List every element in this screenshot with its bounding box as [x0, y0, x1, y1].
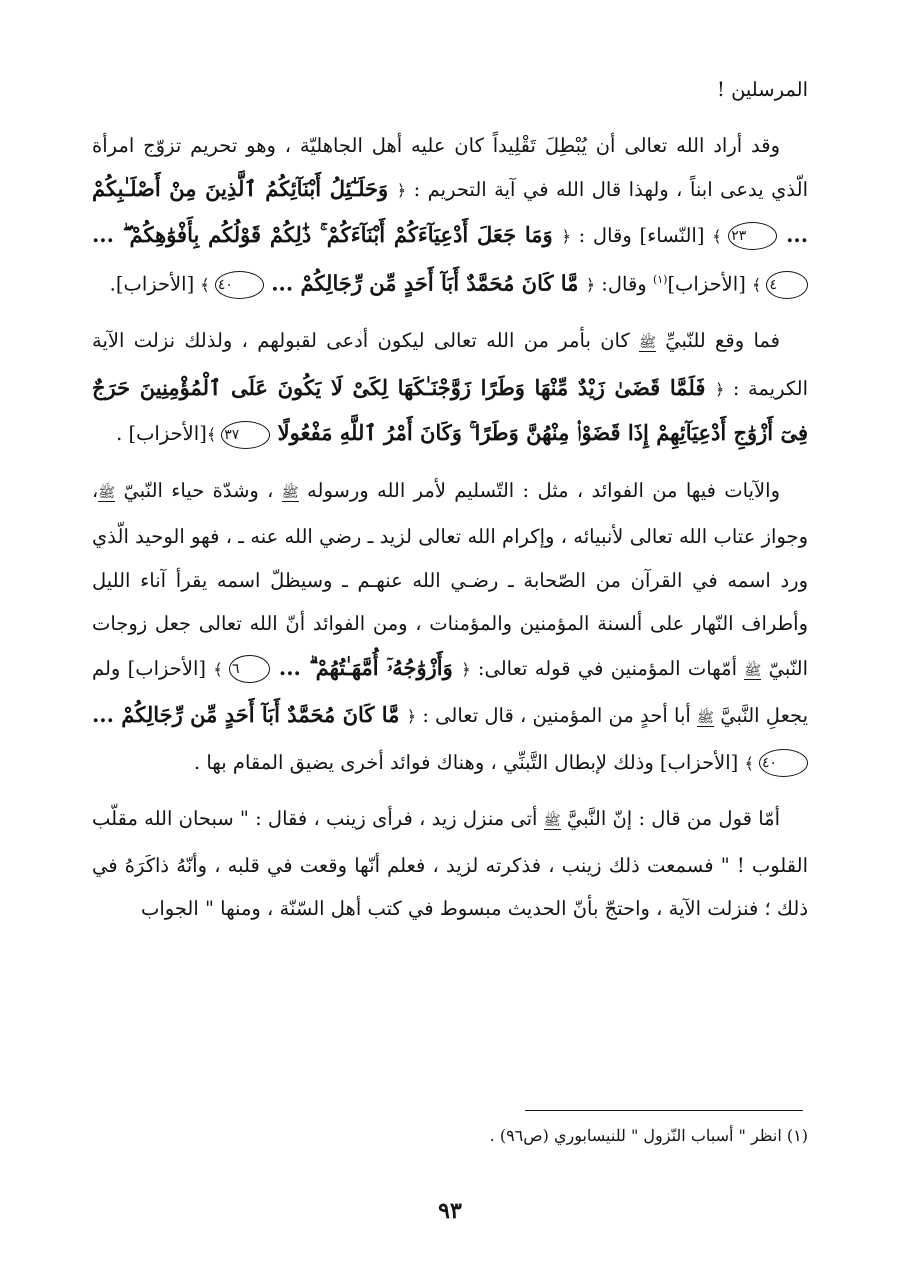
text-run: أمّهات المؤمنين في قوله تعالى: [470, 656, 745, 680]
ayah-number: ٣٧ [221, 421, 270, 449]
text-run: [الأحزاب] . [116, 422, 207, 445]
paragraph [92, 124, 808, 308]
text-run: وقد أراد الله تعالى أن يُبْطِلَ تَقْلِيداً كان عليه أهل الجاهليّة ، وهو تحريم تزوّج امرأة الّذي يدعى ابناً ، ولهذا قال الله في آية التحريم : [92, 133, 808, 201]
text-run: [النّساء] وقال : [570, 223, 713, 247]
paragraph [92, 797, 808, 931]
quran-bracket: ﴾ [744, 753, 759, 773]
ayah-number: ٤٠ [215, 271, 264, 299]
text-run: فما وقع للنّبيِّ [655, 329, 781, 352]
text-run: أمّا قول من قال : إنّ النَّبيَّ [560, 807, 781, 830]
quran-bracket: ﴿ [461, 659, 471, 679]
ayah-number: ٤ [766, 271, 808, 299]
quran-bracket: ﴿ [561, 226, 571, 246]
text-run: [الأحزاب] وذلك لإبطال التَّبنِّي ، وهناك فوائد أخرى يضيق المقام بها . [193, 750, 745, 774]
text-run: والآيات فيها من الفوائد ، مثل : التّسليم لأمر الله ورسوله [298, 478, 780, 502]
footnote: (١) انظر " أسباب النّزول " للنيسابوري (ص٩٦) . [489, 1126, 808, 1145]
quran-bracket: ﴾ [206, 425, 222, 444]
quran-bracket: ﴿ [406, 707, 417, 726]
quran-bracket: ﴾ [213, 659, 229, 679]
quran-verse: فَلَمَّا قَضَىٰ زَيْدٌ مِّنْهَا وَطَرًا زَوَّجْنَـٰكَهَا لِكَىْ لَا يَكُونَ عَلَى ٱلْمُؤْمِنِينَ حَرَجٌ فِىٓ أَزْوَٰجِ أَدْعِيَآئِهِمْ إِذَا قَضَوْا۟ مِنْهُنَّ وَطَرًا ۚ وَكَانَ أَمْرُ ٱللَّهِ مَفْعُولًا [92, 374, 808, 445]
text-run: المرسلين ! [717, 78, 808, 101]
body-text [92, 68, 808, 943]
page-number: ٩٣ [438, 1198, 462, 1224]
salawat-symbol: ﷺ [639, 335, 656, 351]
quran-bracket: ﴾ [752, 275, 767, 295]
text-run: وقال: [595, 272, 653, 296]
text-run: أبا أحدٍ من المؤمنين ، قال تعالى : [416, 704, 698, 727]
ayah-number: ٢٣ [728, 222, 777, 250]
quran-verse: وَمَا جَعَلَ أَدْعِيَآءَكُمْ أَبْنَآءَكُمْ ۚ ذَٰلِكُمْ قَوْلُكُم بِأَفْوَٰهِكُمْ ۖ ... [92, 221, 562, 247]
paragraph [92, 319, 808, 457]
salawat-symbol: ﷺ [281, 484, 299, 501]
quran-bracket: ﴾ [712, 226, 729, 246]
quran-verse: مَّا كَانَ مُحَمَّدٌ أَبَآ أَحَدٍ مِّن رِّجَالِكُمْ ... [263, 270, 586, 296]
paragraph [92, 469, 808, 786]
salawat-symbol: ﷺ [98, 484, 116, 501]
quran-verse: وَأَزْوَٰجُهُۥٓ أُمَّهَـٰتُهُمْ ۗ ... [270, 654, 462, 680]
quran-bracket: ﴾ [200, 275, 215, 295]
salawat-symbol: ﷺ [697, 710, 714, 726]
salawat-symbol: ﷺ [543, 813, 561, 829]
quran-bracket: ﴿ [396, 181, 407, 200]
quran-verse: وَحَلَـٰٓئِلُ أَبْنَآئِكُمُ ٱلَّذِينَ مِنْ أَصْلَـٰبِكُمْ ... [92, 176, 809, 247]
text-run: أتى منزل زيد ، فرأى زينب ، فقال : " سبحان الله مقلّب القلوب ! " فسمعت ذلك زينب ، فذكرته لزيد ، فعلم أنّها وقعت في قلبه ، وأنّهُ ذاكَرَهُ في ذلك ؛ فنزلت الآية ، واحتجّ بأنّ الحديث مبسوط في كتب أهل السّنّة ، ومنها " الجواب [92, 807, 808, 920]
ayah-number: ٦ [229, 655, 271, 683]
text-run: [الأحزاب] [667, 272, 752, 296]
footnote-reference: (١) [652, 273, 668, 286]
quran-bracket: ﴿ [585, 275, 596, 295]
text-run: ، وجواز عتاب الله تعالى لأنبيائه ، وإكرام الله تعالى لزيد ـ رضي الله عنه ـ ، فهو الوحيد الّذي ورد اسمه في القرآن من الصّحابة ـ رضـي الله عنهـم ـ وسيظلّ اسمه يقرأ آناء الليل وأطراف النّهار على ألسنة المؤمنين والمؤمنات ، ومن الفوائد أنّ الله تعالى جعل زوجات النّبيّ [92, 478, 808, 680]
text-run: ، وشدّة حياء النّبيّ [115, 478, 282, 502]
ayah-number: ٤٠ [759, 749, 808, 777]
footnote-separator [525, 1110, 803, 1111]
paragraph [92, 68, 808, 112]
salawat-symbol: ﷺ [744, 662, 762, 679]
text-run: [الأحزاب] ولم يجعلِ النَّبيَّ [92, 656, 809, 727]
text-run: [الأحزاب]. [109, 272, 201, 296]
text-run: كان بأمر من الله تعالى ليكون أدعى لقبولهم ، ولذلك نزلت الآية الكريمة : [92, 329, 809, 400]
quran-bracket: ﴿ [715, 379, 725, 399]
quran-verse: مَّا كَانَ مُحَمَّدٌ أَبَآ أَحَدٍ مِّن رِّجَالِكُمْ ... [92, 702, 407, 727]
